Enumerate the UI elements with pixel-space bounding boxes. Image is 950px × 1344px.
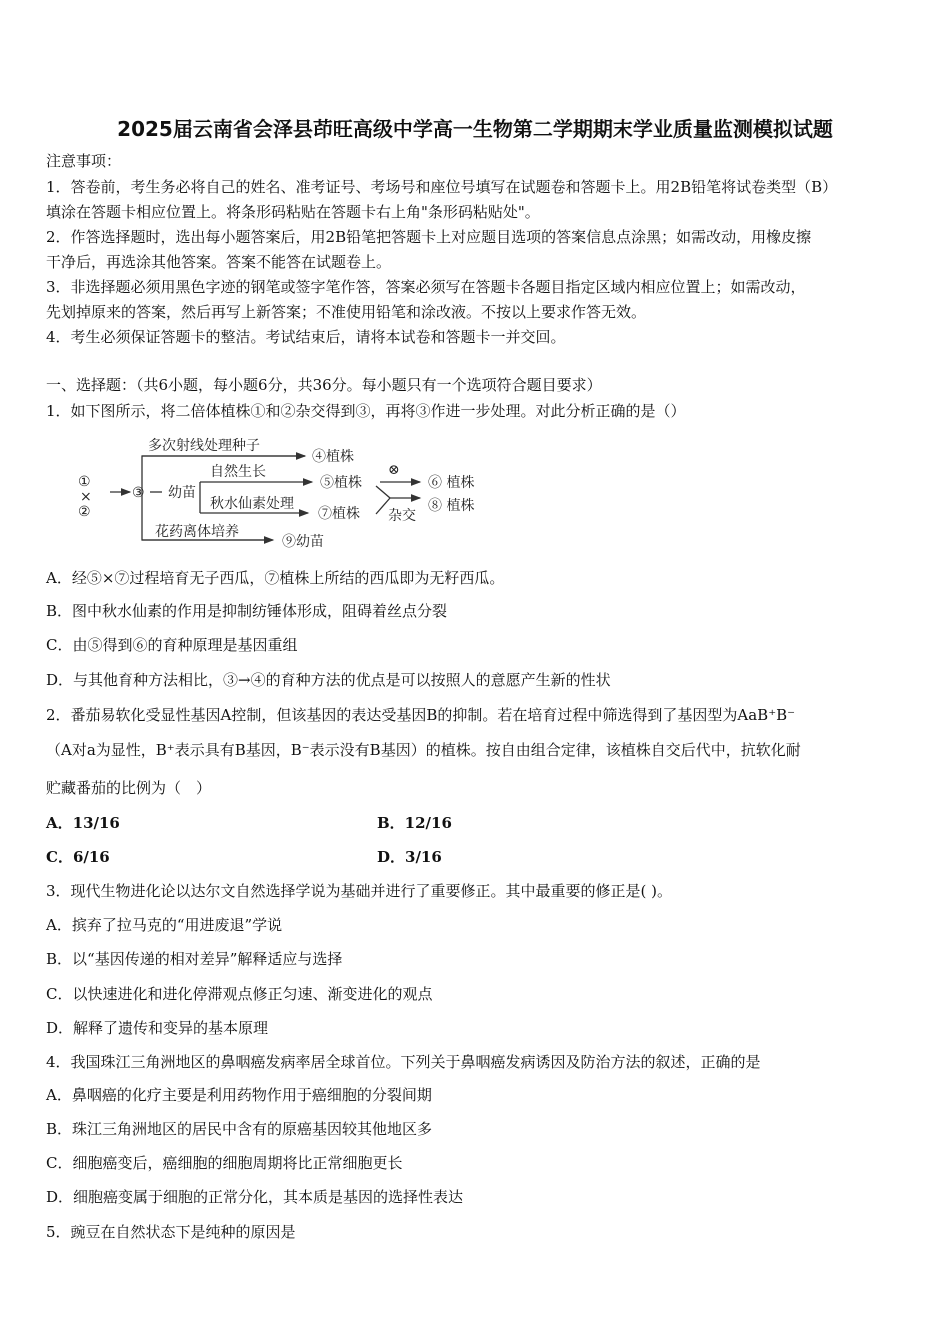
- q3-option-a: A．摈弃了拉马克的“用进废退”学说: [46, 916, 283, 934]
- offspring-3: ③: [132, 485, 145, 501]
- selfing-symbol: ⊗: [388, 462, 400, 478]
- question-2-stem: （A对a为显性，B⁺表示具有B基因，B⁻表示没有B基因）的植株。按自由组合定律，该植株自交后代中，抗软化耐: [46, 741, 801, 759]
- parent-1: ①: [78, 474, 91, 490]
- q1-option-a: A．经⑤×⑦过程培育无子西瓜，⑦植株上所结的西瓜即为无籽西瓜。: [46, 569, 505, 587]
- question-3-stem: 3．现代生物进化论以达尔文自然选择学说为基础并进行了重要修正。其中最重要的修正是( )。: [46, 882, 673, 900]
- question-2-stem: 贮藏番茄的比例为（ ）: [46, 779, 212, 797]
- plant-6: ⑥ 植株: [428, 475, 475, 491]
- q4-option-d: D．细胞癌变属于细胞的正常分化，其本质是基因的选择性表达: [46, 1188, 464, 1206]
- q1-option-d: D．与其他育种方法相比，③→④的育种方法的优点是可以按照人的意愿产生新的性状: [46, 671, 611, 689]
- q2-option-c: C．6/16: [46, 848, 110, 866]
- notice-line: 1．答卷前，考生务必将自己的姓名、准考证号、考场号和座位号填写在试题卷和答题卡上。用2B铅笔将试卷类型（B）: [46, 178, 838, 196]
- notice-line: 干净后，再选涂其他答案。答案不能答在试题卷上。: [46, 253, 392, 271]
- section-heading: 一、选择题：（共6小题，每小题6分，共36分。每小题只有一个选项符合题目要求）: [46, 376, 602, 394]
- notice-line: 4．考生必须保证答题卡的整洁。考试结束后，请将本试卷和答题卡一并交回。: [46, 328, 566, 346]
- q2-option-a: A．13/16: [46, 814, 120, 832]
- q1-option-b: B．图中秋水仙素的作用是抑制纺锤体形成，阻碍着丝点分裂: [46, 602, 448, 620]
- notice-line: 2．作答选择题时，选出每小题答案后，用2B铅笔把答题卡上对应题目选项的答案信息点涂黑；如需改动，用橡皮擦: [46, 228, 812, 246]
- notice-line: 先划掉原来的答案，然后再写上新答案；不准使用铅笔和涂改液。不按以上要求作答无效。: [46, 303, 647, 321]
- q4-option-c: C．细胞癌变后，癌细胞的细胞周期将比正常细胞更长: [46, 1154, 403, 1172]
- plant-5: ⑤植株: [320, 475, 362, 491]
- branch-anther: 花药离体培养: [155, 524, 239, 540]
- plant-4: ④植株: [312, 449, 354, 465]
- question-2-stem: 2．番茄易软化受显性基因A控制，但该基因的表达受基因B的抑制。若在培育过程中筛选得到了基因型为AaB⁺B⁻: [46, 706, 796, 724]
- question-5-stem: 5．豌豆在自然状态下是纯种的原因是: [46, 1223, 296, 1241]
- cross-symbol: ×: [80, 489, 92, 505]
- page-title: 2025届云南省会泽县茚旺高级中学高一生物第二学期期末学业质量监测模拟试题: [117, 117, 833, 141]
- notice-line: 填涂在答题卡相应位置上。将条形码粘贴在答题卡右上角"条形码粘贴处"。: [46, 203, 540, 221]
- q2-option-b: B．12/16: [377, 814, 452, 832]
- question-4-stem: 4．我国珠江三角洲地区的鼻咽癌发病率居全球首位。下列关于鼻咽癌发病诱因及防治方法的叙述，正确的是: [46, 1053, 761, 1071]
- notice-line: 3．非选择题必须用黑色字迹的钢笔或签字笔作答，答案必须写在答题卡各题目指定区域内相应位置上；如需改动，: [46, 278, 806, 296]
- q4-option-b: B．珠江三角洲地区的居民中含有的原癌基因较其他地区多: [46, 1120, 433, 1138]
- q3-option-c: C．以快速进化和进化停滞观点修正匀速、渐变进化的观点: [46, 985, 433, 1003]
- notice-heading: 注意事项：: [46, 152, 122, 170]
- plant-7: ⑦植株: [318, 506, 360, 522]
- q4-option-a: A．鼻咽癌的化疗主要是利用药物作用于癌细胞的分裂间期: [46, 1086, 432, 1104]
- branch-radiation: 多次射线处理种子: [148, 438, 260, 454]
- plant-8: ⑧ 植株: [428, 498, 475, 514]
- hybrid-label: 杂交: [388, 508, 416, 524]
- seedling-label: 幼苗: [168, 485, 196, 501]
- parent-2: ②: [78, 504, 91, 520]
- branch-colchicine: 秋水仙素处理: [210, 496, 294, 512]
- q1-option-c: C．由⑤得到⑥的育种原理是基因重组: [46, 636, 298, 654]
- q3-option-b: B．以“基因传递的相对差异”解释适应与选择: [46, 950, 343, 968]
- q3-option-d: D．解释了遗传和变异的基本原理: [46, 1019, 269, 1037]
- question-1-stem: 1．如下图所示，将二倍体植株①和②杂交得到③，再将③作进一步处理。对此分析正确的是（）: [46, 402, 686, 420]
- branch-natural: 自然生长: [210, 464, 266, 480]
- seedling-9: ⑨幼苗: [282, 534, 324, 550]
- q2-option-d: D．3/16: [377, 848, 442, 866]
